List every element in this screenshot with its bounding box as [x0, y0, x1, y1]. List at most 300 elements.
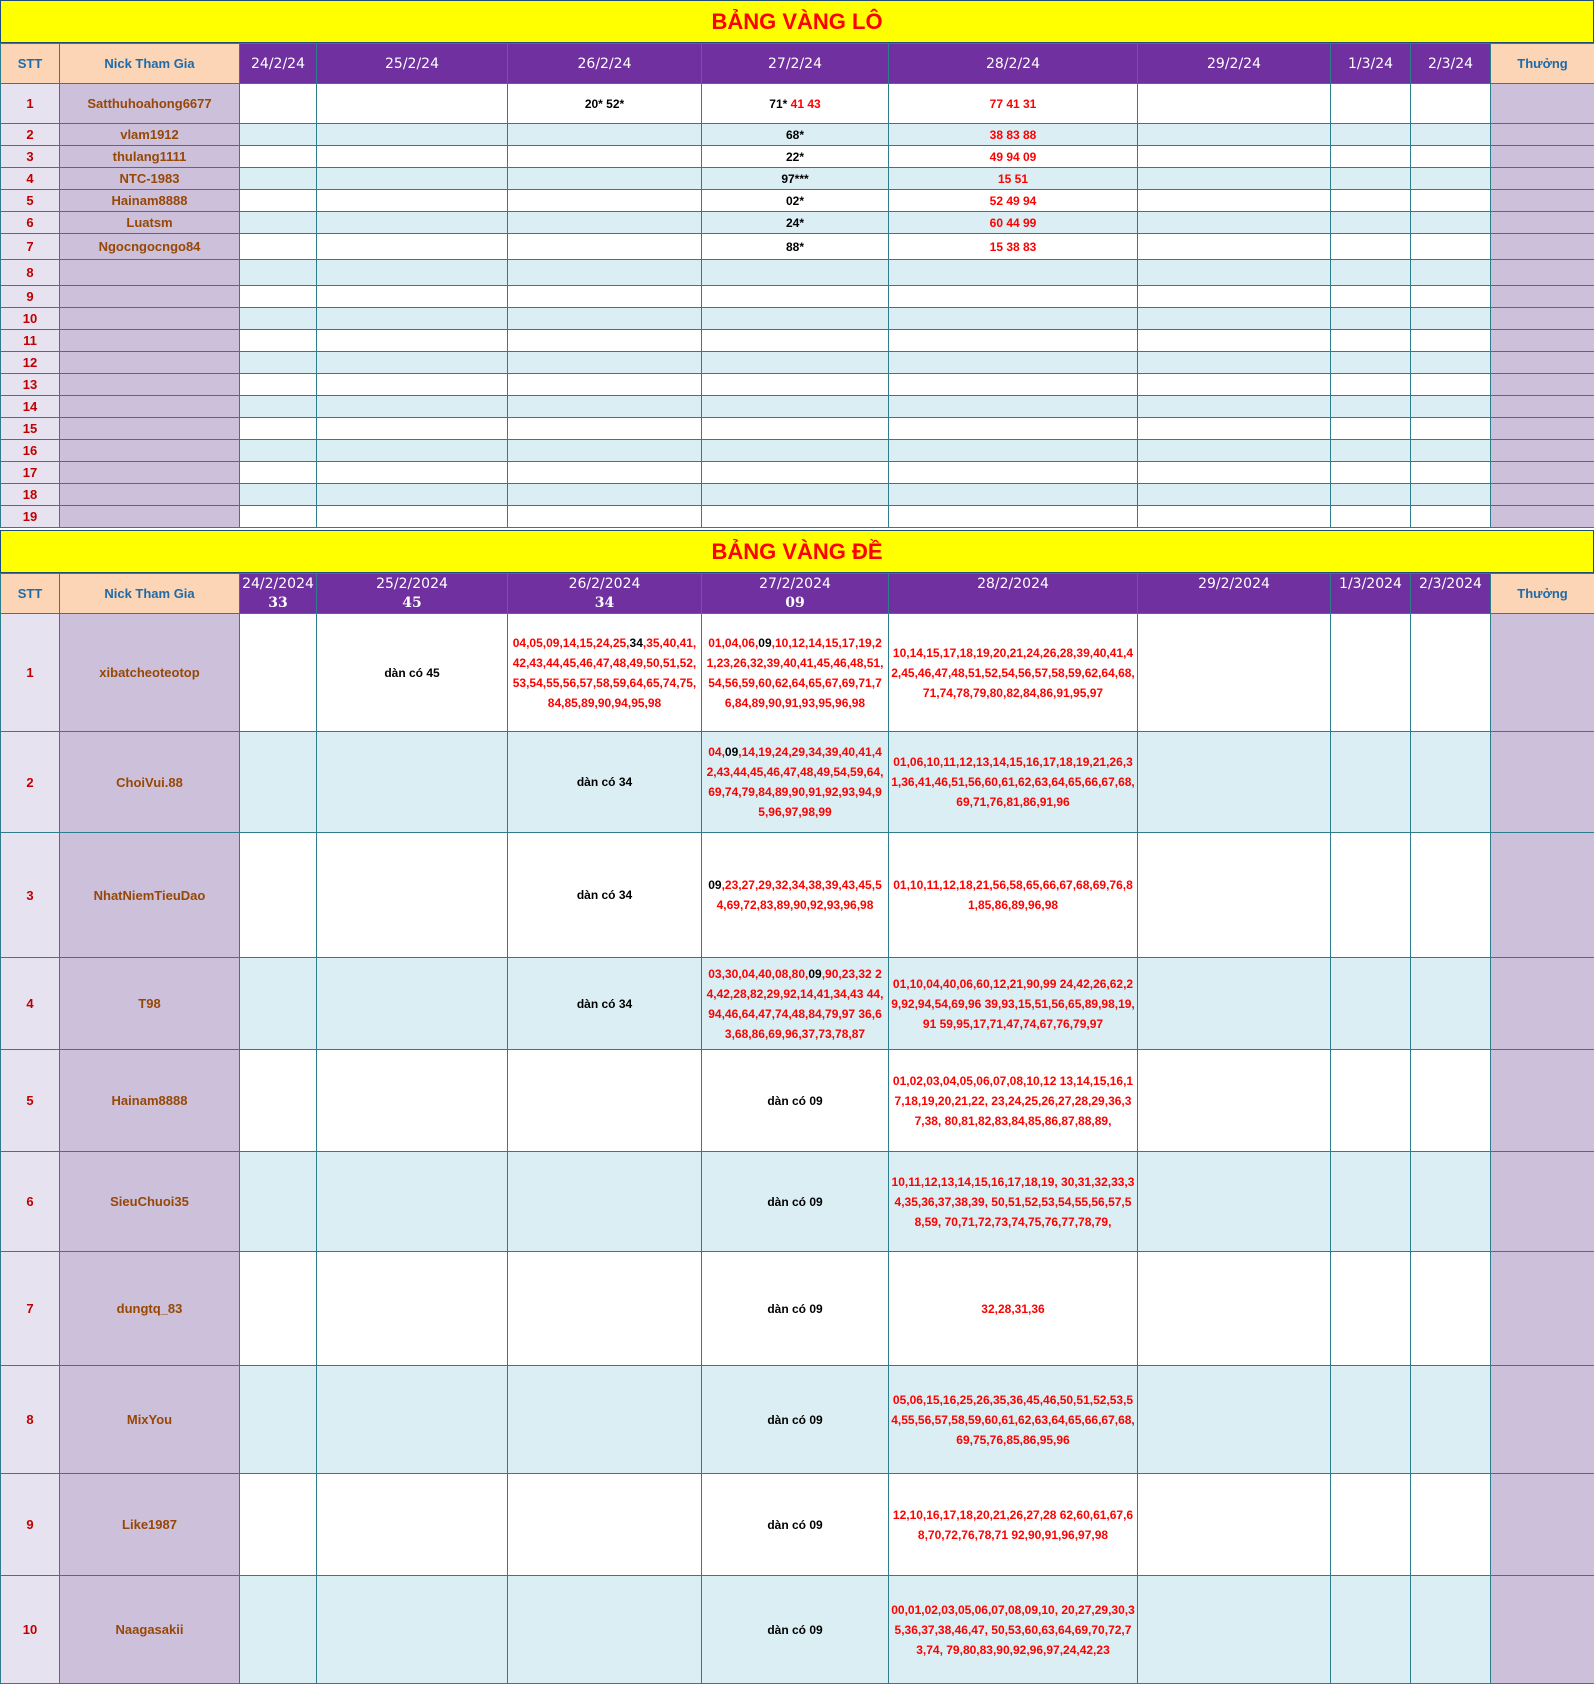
- lo-header-stt: STT: [1, 44, 60, 84]
- lo-cell: [1411, 234, 1491, 260]
- lo-cell-26: [508, 506, 702, 528]
- lo-row: [1, 260, 1594, 286]
- lo-cell-27: [702, 234, 889, 260]
- lo-cell-26: [508, 212, 702, 234]
- lo-cell: [317, 506, 508, 528]
- lo-cell: [1331, 462, 1411, 484]
- de-stt: 9: [1, 1474, 60, 1576]
- lo-cell: [1138, 190, 1331, 212]
- lo-cell: [240, 352, 317, 374]
- lo-cell-28: 60 44 99: [889, 212, 1138, 234]
- lo-stt: 2: [1, 124, 60, 146]
- de-result: [1138, 594, 1331, 614]
- lo-cell-26: [508, 190, 702, 212]
- lo-cell-26: [508, 484, 702, 506]
- lo-nick: [60, 462, 240, 484]
- de-cell-28: [889, 1252, 1138, 1366]
- de-nick: dungtq_83: [60, 1252, 240, 1366]
- lo-header-date: 24/2/24: [240, 44, 317, 84]
- de-cell: [1138, 1366, 1331, 1474]
- lo-cell: [1331, 212, 1411, 234]
- lo-nick: Luatsm: [60, 212, 240, 234]
- lo-prize: [1491, 506, 1594, 528]
- lo-header-date: 27/2/24: [702, 44, 889, 84]
- de-cell: [1331, 1050, 1411, 1152]
- de-cell-26: [508, 1152, 702, 1252]
- lo-header-date: 29/2/24: [1138, 44, 1331, 84]
- de-cell-27: [702, 1050, 889, 1152]
- lo-header-date: 2/3/24: [1411, 44, 1491, 84]
- lo-cell: [1138, 484, 1331, 506]
- de-row: [1, 958, 1594, 1050]
- de-row: [1, 1050, 1594, 1152]
- lo-cell: [1331, 260, 1411, 286]
- lo-cell: [1138, 234, 1331, 260]
- de-cell: [1331, 958, 1411, 1050]
- lo-cell: [240, 374, 317, 396]
- de-cell-27: [702, 614, 889, 732]
- de-cell-28: [889, 614, 1138, 732]
- lo-cell: [317, 352, 508, 374]
- lo-cell-26: [508, 234, 702, 260]
- lo-nick: [60, 440, 240, 462]
- lo-prize: [1491, 234, 1594, 260]
- de-pick-text: ,90,23,32 24,42,28,82,29,92,14,41,34,43 44,94,46,64,47,74,48,84,79,97 36,63,68,86,69,96,37,73,78,87: [707, 967, 884, 1041]
- de-cell-27: [702, 732, 889, 833]
- lo-cell: [1138, 374, 1331, 396]
- lo-row: [1, 84, 1594, 124]
- lo-prize: [1491, 190, 1594, 212]
- lo-cell: [1331, 308, 1411, 330]
- de-row: [1, 614, 1594, 732]
- lo-row: [1, 146, 1594, 168]
- lo-cell: [1331, 190, 1411, 212]
- lo-row: [1, 168, 1594, 190]
- lo-cell: [1331, 146, 1411, 168]
- de-cell-27: [702, 1576, 889, 1684]
- lo-cell-27: [702, 440, 889, 462]
- lo-stt: 3: [1, 146, 60, 168]
- de-pick-text: 09: [808, 967, 821, 981]
- lo-cell: [240, 506, 317, 528]
- de-stt: 7: [1, 1252, 60, 1366]
- lo-cell-27: [702, 418, 889, 440]
- de-cell: [1138, 1050, 1331, 1152]
- lo-cell: [317, 484, 508, 506]
- de-cell: [1411, 1474, 1491, 1576]
- de-title: BẢNG VÀNG ĐỀ: [0, 530, 1594, 573]
- de-pick-text: dàn có 34: [577, 997, 632, 1011]
- lo-cell: [1331, 84, 1411, 124]
- lo-prize: [1491, 212, 1594, 234]
- lo-cell-28: [889, 260, 1138, 286]
- lo-stt: 11: [1, 330, 60, 352]
- de-nick: MixYou: [60, 1366, 240, 1474]
- de-cell: [1138, 1252, 1331, 1366]
- lo-row: [1, 396, 1594, 418]
- lo-row: [1, 212, 1594, 234]
- de-cell: [1331, 1252, 1411, 1366]
- de-cell-26: [508, 1050, 702, 1152]
- lo-cell: [317, 190, 508, 212]
- de-stt: 5: [1, 1050, 60, 1152]
- lo-cell: [1411, 462, 1491, 484]
- de-cell: [240, 958, 317, 1050]
- lo-cell: [1411, 124, 1491, 146]
- lo-cell-27: [702, 352, 889, 374]
- lo-cell-26: [508, 440, 702, 462]
- lo-stt: 1: [1, 84, 60, 124]
- de-cell-26: [508, 833, 702, 958]
- de-nick: T98: [60, 958, 240, 1050]
- lo-cell-28: [889, 308, 1138, 330]
- lo-pick-star: 71*: [769, 97, 787, 111]
- lo-pick-star: 88*: [786, 240, 804, 254]
- lo-prize: [1491, 484, 1594, 506]
- de-header-date: 24/2/2024: [240, 574, 317, 594]
- de-stt: 8: [1, 1366, 60, 1474]
- de-cell: [1138, 1474, 1331, 1576]
- de-cell: [1138, 1576, 1331, 1684]
- lo-row: [1, 440, 1594, 462]
- de-cell: [1331, 1366, 1411, 1474]
- de-cell-27: [702, 958, 889, 1050]
- lo-cell-27: [702, 330, 889, 352]
- lo-pick-star: 24*: [786, 216, 804, 230]
- de-nick: Like1987: [60, 1474, 240, 1576]
- lo-cell-27: [702, 146, 889, 168]
- lo-cell-27: [702, 374, 889, 396]
- lo-prize: [1491, 84, 1594, 124]
- lo-cell: [1331, 418, 1411, 440]
- de-cell-26: [508, 1576, 702, 1684]
- de-row: [1, 833, 1594, 958]
- lo-cell: [317, 146, 508, 168]
- lo-cell: [240, 330, 317, 352]
- de-pick-text: 04,: [708, 745, 725, 759]
- lo-prize: [1491, 168, 1594, 190]
- lo-prize: [1491, 418, 1594, 440]
- lo-cell: [1331, 124, 1411, 146]
- lo-cell-28: 15 38 83: [889, 234, 1138, 260]
- lo-cell: [317, 308, 508, 330]
- lo-cell: [1138, 506, 1331, 528]
- lo-prize: [1491, 374, 1594, 396]
- lo-pick-star: 02*: [786, 194, 804, 208]
- de-pick-text: dàn có 09: [767, 1195, 822, 1209]
- de-nick: NhatNiemTieuDao: [60, 833, 240, 958]
- lo-cell-27: [702, 260, 889, 286]
- de-cell-26: [508, 958, 702, 1050]
- lo-cell: [1138, 286, 1331, 308]
- lo-stt: 4: [1, 168, 60, 190]
- de-cell-25: [317, 1366, 508, 1474]
- lo-cell: [1411, 374, 1491, 396]
- lo-cell: [1331, 440, 1411, 462]
- de-cell-25: [317, 1576, 508, 1684]
- de-cell-28: [889, 833, 1138, 958]
- lo-cell: [317, 462, 508, 484]
- de-row: [1, 1152, 1594, 1252]
- de-cell: [1138, 614, 1331, 732]
- lo-prize: [1491, 330, 1594, 352]
- de-pick-text: 04,05,09,14,15,24,25,: [513, 636, 630, 650]
- lo-cell: [240, 308, 317, 330]
- lo-cell: [240, 84, 317, 124]
- lo-stt: 13: [1, 374, 60, 396]
- lo-cell: [1138, 308, 1331, 330]
- de-cell-27: [702, 1474, 889, 1576]
- lo-cell: [317, 440, 508, 462]
- lo-nick: vlam1912: [60, 124, 240, 146]
- lo-cell: [317, 212, 508, 234]
- de-pick-text: 03,30,04,40,08,80,: [708, 967, 808, 981]
- de-pick-text: 09: [758, 636, 771, 650]
- de-cell-25: [317, 1050, 508, 1152]
- de-nick: SieuChuoi35: [60, 1152, 240, 1252]
- de-cell: [240, 732, 317, 833]
- de-cell: [240, 1474, 317, 1576]
- lo-cell: [317, 168, 508, 190]
- de-pick-text: ,35,40,41,42,43,44,45,46,47,48,49,50,51,52,53,54,55,56,57,58,59,64,65,74,75,84,85,89,90,94,95,98: [513, 636, 697, 710]
- de-cell-25: [317, 1152, 508, 1252]
- lo-cell-26: [508, 146, 702, 168]
- lo-cell-26: [508, 374, 702, 396]
- de-pick-text: dàn có 34: [577, 888, 632, 902]
- de-cell: [1411, 1366, 1491, 1474]
- lo-stt: 5: [1, 190, 60, 212]
- lo-cell-27: [702, 308, 889, 330]
- lo-nick: [60, 260, 240, 286]
- lo-cell: [1331, 286, 1411, 308]
- de-result: [1411, 594, 1491, 614]
- de-pick-text: dàn có 09: [767, 1094, 822, 1108]
- de-header-date: 27/2/2024: [702, 574, 889, 594]
- lo-header-prize: Thưởng: [1491, 44, 1594, 84]
- lo-cell-28: 38 83 88: [889, 124, 1138, 146]
- lo-stt: 15: [1, 418, 60, 440]
- de-cell: [240, 1576, 317, 1684]
- lo-prize: [1491, 286, 1594, 308]
- lo-prize: [1491, 308, 1594, 330]
- lo-stt: 18: [1, 484, 60, 506]
- lo-nick: [60, 308, 240, 330]
- de-cell: [1331, 614, 1411, 732]
- lo-cell: [317, 124, 508, 146]
- lo-cell-26: [508, 308, 702, 330]
- de-pick-text: 12,10,16,17,18,20,21,26,27,28 62,60,61,67,68,70,72,76,78,71 92,90,91,96,97,98: [893, 1508, 1133, 1542]
- de-header-nick: Nick Tham Gia: [60, 574, 240, 614]
- de-pick-text: 01,02,03,04,05,06,07,08,10,12 13,14,15,16,17,18,19,20,21,22, 23,24,25,26,27,28,29,36,37,38, 80,81,82,83,84,85,86,87,88,89,: [893, 1074, 1133, 1128]
- lo-cell: [1411, 352, 1491, 374]
- de-cell: [240, 614, 317, 732]
- lo-cell: [1138, 124, 1331, 146]
- de-pick-text: dàn có 09: [767, 1413, 822, 1427]
- de-cell-26: [508, 614, 702, 732]
- lo-row: [1, 374, 1594, 396]
- lo-cell: [317, 418, 508, 440]
- lo-cell: [1411, 418, 1491, 440]
- lo-stt: 19: [1, 506, 60, 528]
- lo-cell-26: [508, 418, 702, 440]
- lo-cell: [1411, 440, 1491, 462]
- lo-nick: Satthuhoahong6677: [60, 84, 240, 124]
- de-pick-text: ,14,19,24,29,34,39,40,41,42,43,44,45,46,47,48,49,54,59,64,69,74,79,84,89,90,91,92,93,94,95,96,97,98,99: [707, 745, 884, 819]
- de-stt: 2: [1, 732, 60, 833]
- lo-stt: 12: [1, 352, 60, 374]
- lo-cell: [1331, 330, 1411, 352]
- de-cell: [1411, 958, 1491, 1050]
- lo-cell: [240, 396, 317, 418]
- lo-cell: [1331, 374, 1411, 396]
- lo-nick: [60, 506, 240, 528]
- lo-cell-27: [702, 168, 889, 190]
- lo-cell: [240, 484, 317, 506]
- lo-cell-26: [508, 260, 702, 286]
- lo-cell: [1138, 352, 1331, 374]
- de-cell: [1138, 833, 1331, 958]
- lo-cell: [1411, 190, 1491, 212]
- lo-nick: [60, 286, 240, 308]
- lo-cell: [240, 260, 317, 286]
- de-cell-28: [889, 1152, 1138, 1252]
- de-cell-27: [702, 1366, 889, 1474]
- de-cell: [1411, 1152, 1491, 1252]
- lo-cell-26: [508, 286, 702, 308]
- lo-cell-28: [889, 374, 1138, 396]
- de-pick-text: 10,11,12,13,14,15,16,17,18,19, 30,31,32,33,34,35,36,37,38,39, 50,51,52,53,54,55,56,57,58,59, 70,71,72,73,74,75,76,77,78,79,: [892, 1175, 1135, 1229]
- lo-cell: [240, 234, 317, 260]
- de-prize: [1491, 1576, 1594, 1684]
- lo-nick: Ngocngocngo84: [60, 234, 240, 260]
- lo-cell-28: [889, 418, 1138, 440]
- de-cell: [1138, 1152, 1331, 1252]
- lo-cell: [1411, 84, 1491, 124]
- de-cell-25: dàn có 45: [317, 614, 508, 732]
- de-nick: Naagasakii: [60, 1576, 240, 1684]
- de-nick: xibatcheoteotop: [60, 614, 240, 732]
- de-cell: [240, 1366, 317, 1474]
- de-stt: 10: [1, 1576, 60, 1684]
- de-header-date: 2/3/2024: [1411, 574, 1491, 594]
- lo-pick-extra: 41 43: [791, 97, 821, 111]
- lo-prize: [1491, 260, 1594, 286]
- lo-cell-26: [508, 124, 702, 146]
- lo-cell: [1138, 84, 1331, 124]
- lo-stt: 14: [1, 396, 60, 418]
- lo-stt: 17: [1, 462, 60, 484]
- lo-row: [1, 124, 1594, 146]
- de-stt: 6: [1, 1152, 60, 1252]
- de-result: 33: [240, 594, 317, 614]
- de-pick-text: 00,01,02,03,05,06,07,08,09,10, 20,27,29,30,35,36,37,38,46,47, 50,53,60,63,64,69,70,72,73,74, 79,80,83,90,92,96,97,24,42,23: [891, 1603, 1135, 1657]
- de-header-date: 28/2/2024: [889, 574, 1138, 594]
- lo-cell: [1411, 212, 1491, 234]
- lo-stt: 9: [1, 286, 60, 308]
- de-cell-28: [889, 732, 1138, 833]
- de-cell: [240, 1252, 317, 1366]
- lo-cell: [1331, 234, 1411, 260]
- lo-cell: [1331, 396, 1411, 418]
- lo-header-row: [1, 44, 1594, 84]
- de-cell-25: [317, 833, 508, 958]
- lo-cell-28: [889, 396, 1138, 418]
- de-cell-25: [317, 958, 508, 1050]
- de-cell-27: [702, 833, 889, 958]
- de-header-prize: Thưởng: [1491, 574, 1594, 614]
- de-row: [1, 1252, 1594, 1366]
- lo-stt: 6: [1, 212, 60, 234]
- lo-header-date: 25/2/24: [317, 44, 508, 84]
- de-cell-28: [889, 1366, 1138, 1474]
- lo-cell: [240, 286, 317, 308]
- lo-pick-star: 22*: [786, 150, 804, 164]
- lo-cell: [240, 190, 317, 212]
- lo-row: [1, 418, 1594, 440]
- lo-cell: [317, 330, 508, 352]
- lo-table: [0, 43, 1594, 528]
- lo-cell-26: [508, 352, 702, 374]
- de-pick-text: 10,14,15,17,18,19,20,21,24,26,28,39,40,41,42,45,46,47,48,51,52,54,56,57,58,59,62,64,68,71,74,78,79,80,82,84,86,91,95,97: [891, 646, 1135, 700]
- de-prize: [1491, 1152, 1594, 1252]
- lo-prize: [1491, 124, 1594, 146]
- lo-cell-27: [702, 84, 889, 124]
- lo-cell: [317, 260, 508, 286]
- lo-cell-28: [889, 330, 1138, 352]
- de-cell: [1411, 732, 1491, 833]
- de-cell-25: [317, 1252, 508, 1366]
- de-result: [889, 594, 1138, 614]
- lo-row: [1, 462, 1594, 484]
- lo-cell: [1138, 462, 1331, 484]
- de-cell: [1331, 1576, 1411, 1684]
- lo-nick: thulang1111: [60, 146, 240, 168]
- lo-title: BẢNG VÀNG LÔ: [0, 0, 1594, 43]
- de-cell-28: [889, 958, 1138, 1050]
- lo-cell-27: [702, 506, 889, 528]
- lo-cell-28: [889, 462, 1138, 484]
- de-cell-26: [508, 1366, 702, 1474]
- de-cell: [1138, 732, 1331, 833]
- de-pick-text: ,10,12,14,15,17,19,21,23,26,32,39,40,41,45,46,48,51,54,56,59,60,62,64,65,67,69,71,76,84,89,90,91,93,95,96,98: [707, 636, 884, 710]
- lo-cell-26: [508, 396, 702, 418]
- de-cell: [1411, 1576, 1491, 1684]
- lo-cell-28: [889, 506, 1138, 528]
- lo-nick: Hainam8888: [60, 190, 240, 212]
- lo-cell: [1411, 260, 1491, 286]
- lo-cell-27: [702, 462, 889, 484]
- lo-cell: [317, 84, 508, 124]
- lo-cell: [1138, 260, 1331, 286]
- de-prize: [1491, 833, 1594, 958]
- lo-cell: [1138, 440, 1331, 462]
- de-nick: ChoiVui.88: [60, 732, 240, 833]
- lo-pick-star: 97***: [781, 172, 808, 186]
- de-header-date: 25/2/2024: [317, 574, 508, 594]
- lo-cell: [1411, 330, 1491, 352]
- lo-prize: [1491, 440, 1594, 462]
- de-pick-text: 01,04,06,: [708, 636, 758, 650]
- de-pick-text: dàn có 09: [767, 1623, 822, 1637]
- de-row: [1, 732, 1594, 833]
- de-cell: [240, 833, 317, 958]
- de-row: [1, 1474, 1594, 1576]
- de-prize: [1491, 732, 1594, 833]
- lo-cell: [1331, 352, 1411, 374]
- de-cell-26: [508, 1474, 702, 1576]
- lo-cell-28: 49 94 09: [889, 146, 1138, 168]
- de-cell: [1331, 1152, 1411, 1252]
